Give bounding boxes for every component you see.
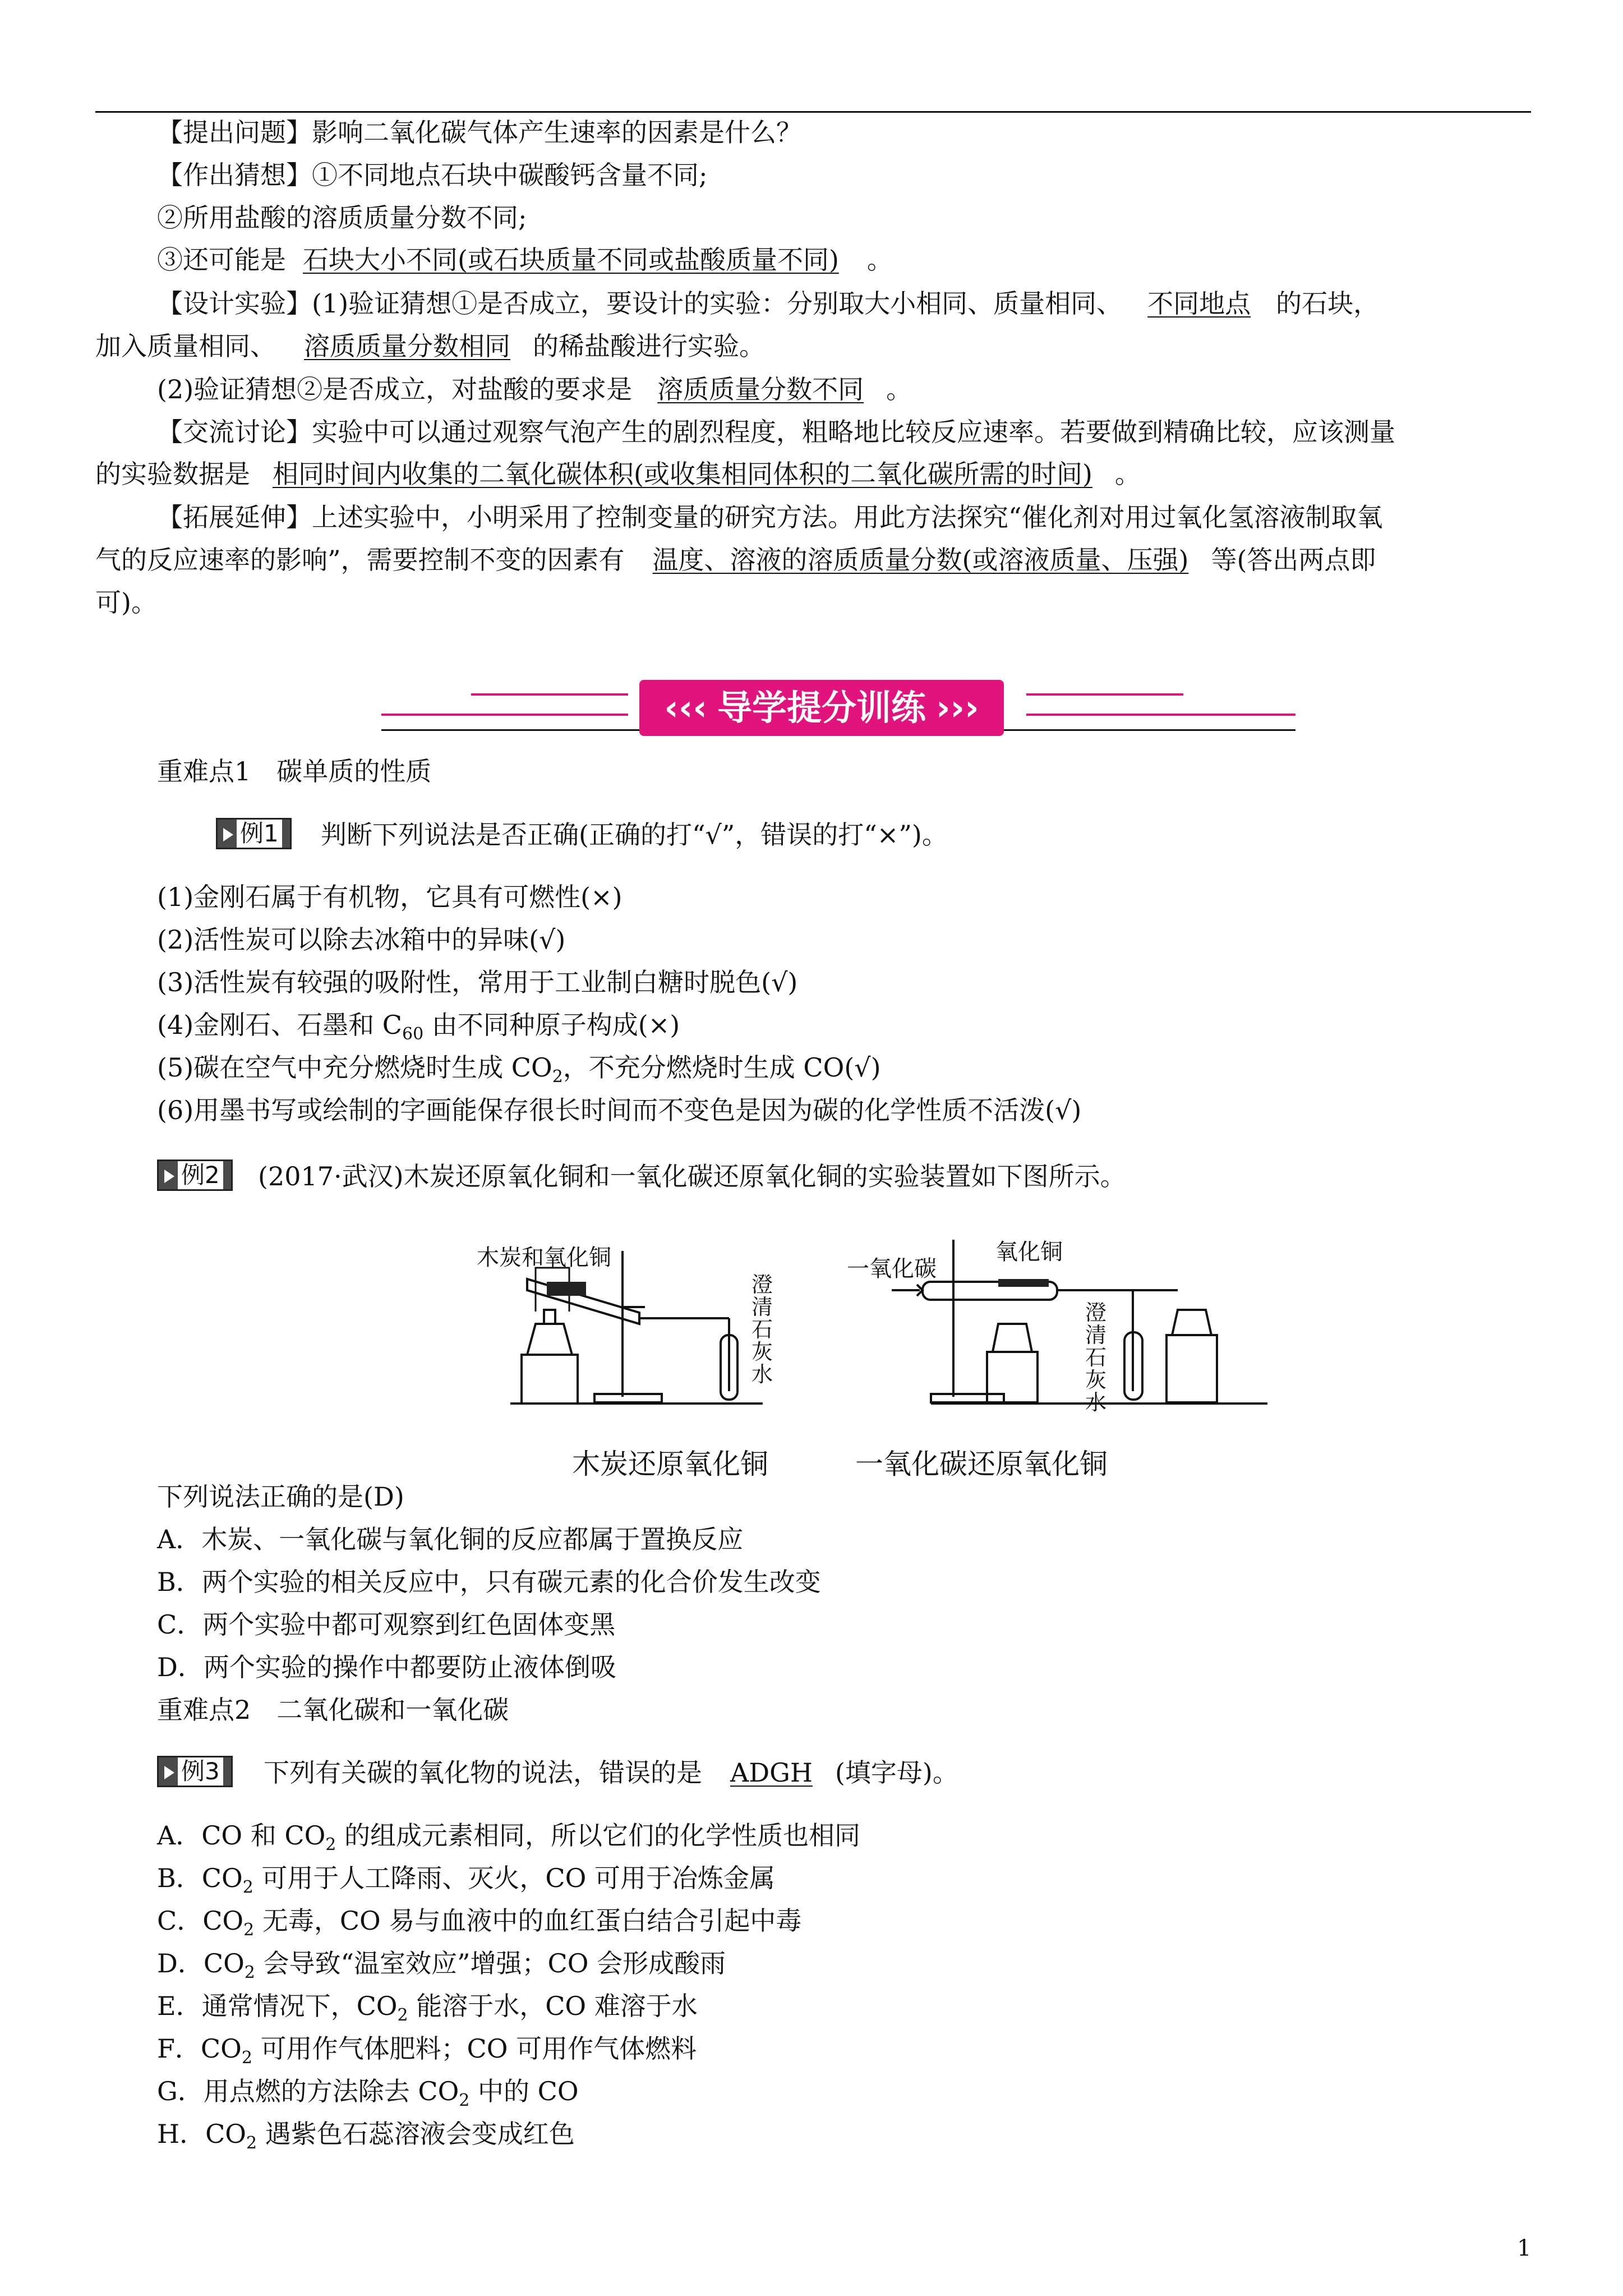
label-limewater-left: 澄 清 石 灰 水 xyxy=(751,1272,773,1387)
example-tag-2: 例2 xyxy=(157,1159,233,1191)
discussion-line-2: 的实验数据是 相同时间内收集的二氧化碳体积(或收集相同体积的二氧化碳所需的时间) 。 xyxy=(95,459,1141,489)
answer-blank: 不同地点 xyxy=(1147,288,1251,319)
label-co-inlet: 一氧化碳 xyxy=(847,1256,937,1282)
answer-blank: 溶质质量分数相同 xyxy=(304,331,510,361)
statement-6: (6)用墨书写或绘制的字画能保存很长时间而不变色是因为碳的化学性质不活泼(√) xyxy=(157,1095,1082,1125)
page-number: 1 xyxy=(1517,2235,1532,2261)
example-2-text: (2017·武汉)木炭还原氧化铜和一氧化碳还原氧化铜的实验装置如下图所示。 xyxy=(258,1161,1126,1191)
option-2-d: D．两个实验的操作中都要防止液体倒吸 xyxy=(157,1652,616,1682)
label-copper-oxide: 氧化铜 xyxy=(995,1239,1063,1265)
question-line: 【提出问题】影响二氧化碳气体产生速率的因素是什么？ xyxy=(157,117,802,148)
statement-2: (2)活性炭可以除去冰箱中的异味(√) xyxy=(157,924,566,955)
option-3-c: C．$CO_2$ 无毒，CO 易与血液中的血红蛋白结合引起中毒 xyxy=(157,1906,802,1940)
design-line-2: 加入质量相同、 溶质质量分数相同 的稀盐酸进行实验。 xyxy=(95,331,765,361)
discussion-line-1: 【交流讨论】实验中可以通过观察气泡产生的剧烈程度，粗略地比较反应速率。若要做到精确比较，应该测量 xyxy=(157,417,1395,447)
option-2-a: A．木炭、一氧化碳与氧化铜的反应都属于置换反应 xyxy=(157,1524,744,1554)
hypothesis-line-1: 【作出猜想】①不同地点石块中碳酸钙含量不同; xyxy=(157,160,708,190)
statement-4: (4)金刚石、石墨和 $C_{60}$ 由不同种原子构成(×) xyxy=(157,1010,680,1044)
option-2-b: B．两个实验的相关反应中，只有碳元素的化合价发生改变 xyxy=(157,1567,821,1597)
option-3-a: A．CO 和 $CO_2$ 的组成元素相同，所以它们的化学性质也相同 xyxy=(157,1820,860,1855)
example-1-text: 判断下列说法是否正确(正确的打“√”，错误的打“×”)。 xyxy=(321,820,948,850)
statement-1: (1)金刚石属于有机物，它具有可燃性(×) xyxy=(157,882,623,912)
answer-blank: 相同时间内收集的二氧化碳体积(或收集相同体积的二氧化碳所需的时间) xyxy=(273,459,1092,489)
example-tag-3: 例3 xyxy=(157,1756,233,1787)
design-line-3: (2)验证猜想②是否成立，对盐酸的要求是 溶质质量分数不同 。 xyxy=(157,374,912,404)
example-tag-1: 例1 xyxy=(216,818,292,849)
label-limewater-right: 澄 清 石 灰 水 xyxy=(1085,1300,1107,1415)
extension-line-1: 【拓展延伸】上述实验中，小明采用了控制变量的研究方法。用此方法探究“催化剂对用过氧化氢溶液制取氧 xyxy=(157,502,1383,532)
option-3-f: F．$CO_2$ 可用作气体肥料；CO 可用作气体燃料 xyxy=(157,2033,697,2068)
option-3-e: E．通常情况下，$CO_2$ 能溶于水，CO 难溶于水 xyxy=(157,1991,698,2025)
extension-line-2: 气的反应速率的影响”，需要控制不变的因素有 温度、溶液的溶质质量分数(或溶液质量、压强) 等(答出两点即 xyxy=(95,545,1376,575)
label-charcoal-cuo: 木炭和氧化铜 xyxy=(477,1245,611,1271)
option-3-d: D．$CO_2$ 会导致“温室效应”增强；CO 会形成酸雨 xyxy=(157,1948,726,1982)
question-2: 下列说法正确的是(D) xyxy=(157,1481,404,1512)
apparatus-figure xyxy=(477,1228,1301,1425)
hypothesis-line-3: ③还可能是 石块大小不同(或石块质量不同或盐酸质量不同) 。 xyxy=(157,245,893,275)
example-3-text: 下列有关碳的氧化物的说法，错误的是 ADGH (填字母)。 xyxy=(264,1757,958,1788)
header-rule xyxy=(95,111,1531,113)
section-heading-2: 重难点2 二氧化碳和一氧化碳 xyxy=(157,1695,509,1725)
banner-title: ‹‹‹ 导学提分训练 ››› xyxy=(639,680,1004,736)
figure-caption-right: 一氧化碳还原氧化铜 xyxy=(855,1448,1108,1480)
option-3-b: B．$CO_2$ 可用于人工降雨、灭火，CO 可用于冶炼金属 xyxy=(157,1863,775,1897)
answer-blank: ADGH xyxy=(730,1757,813,1788)
option-3-h: H．$CO_2$ 遇紫色石蕊溶液会变成红色 xyxy=(157,2119,575,2153)
option-3-g: G．用点燃的方法除去 $CO_2$ 中的 CO xyxy=(157,2076,579,2110)
option-2-c: C．两个实验中都可观察到红色固体变黑 xyxy=(157,1609,616,1640)
hypothesis-line-2: ②所用盐酸的溶质质量分数不同; xyxy=(157,203,527,233)
design-line-1: 【设计实验】(1)验证猜想①是否成立，要设计的实验：分别取大小相同、质量相同、 不同地点 的石块， xyxy=(157,288,1380,319)
answer-blank: 溶质质量分数不同 xyxy=(657,374,864,404)
section-heading-1: 重难点1 碳单质的性质 xyxy=(157,756,432,786)
statement-5: (5)碳在空气中充分燃烧时生成 $CO_2$，不充分燃烧时生成 CO(√) xyxy=(157,1052,881,1087)
statement-3: (3)活性炭有较强的吸附性，常用于工业制白糖时脱色(√) xyxy=(157,967,798,997)
answer-blank: 石块大小不同(或石块质量不同或盐酸质量不同) xyxy=(303,245,839,275)
extension-line-3: 可)。 xyxy=(95,587,157,618)
figure-caption-left: 木炭还原氧化铜 xyxy=(572,1448,768,1480)
answer-blank: 温度、溶液的溶质质量分数(或溶液质量、压强) xyxy=(652,545,1189,575)
